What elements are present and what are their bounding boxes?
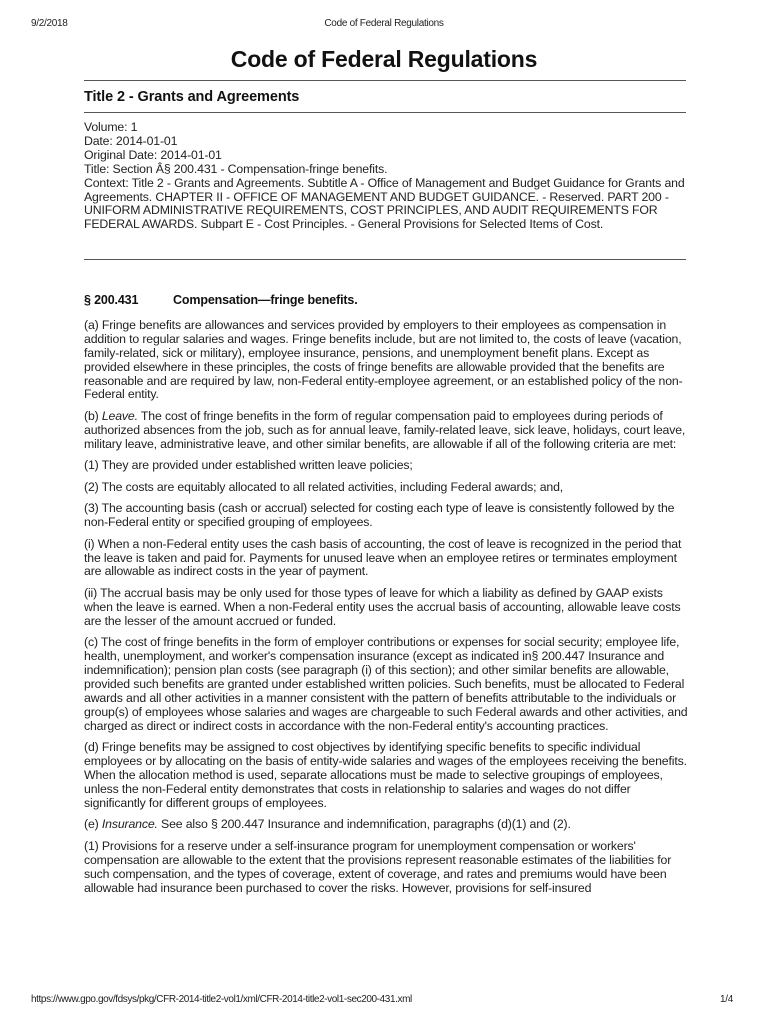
meta-context: Context: Title 2 - Grants and Agreements. Subtitle A - Office of Management and Budget Guidance for Grants and Agreements. CHAPTER II - OFFICE OF MANAGEMENT AND BUDGET GUIDANCE. - Reserved. PART 200 - UNIFORM ADMINISTRATIVE REQUIREMENTS, COST PRINCIPLES, AND AUDIT REQUIREMENTS FOR FEDERAL AWARDS. Subpart E - Cost Principles. - General Provisions for Selected Items of Cost. <box>84 175 685 232</box>
paragraph-b3-i: (i) When a non-Federal entity uses the cash basis of accounting, the cost of leave is recognized in the period that the leave is taken and paid for. Payments for unused leave when an employee retires or terminates employment are allowable as indirect costs in the year of payment. <box>84 536 682 579</box>
paragraph-b2: (2) The costs are equitably allocated to all related activities, including Federal awards; and, <box>84 479 564 494</box>
section-title: Compensation—fringe benefits. <box>173 293 358 307</box>
paragraph-b-text: The cost of fringe benefits in the form of regular compensation paid to employees during periods of authorized absences from the job, such as for annual leave, family-related leave, sick leave, holidays, court leave, military leave, administrative leave, and other similar benefits, are allowable if all of the following criteria are met: <box>84 408 686 451</box>
paragraph-b1: (1) They are provided under established written leave policies; <box>84 458 413 473</box>
paragraph-e-heading: Insurance. <box>101 817 158 832</box>
paragraph-c: (c) The cost of fringe benefits in the form of employer contributions or expenses for social security; employee life, health, unemployment, and worker's compensation insurance (except as indicated in§ 200.447 Insurance and indemnification); pension plan costs (see paragraph (i) of this section); and other similar benefits are allowable, provided such benefits are granted under established written policies. Such benefits, must be allocated to Federal awards and all other activities in a manner consistent with the pattern of benefits attributable to the individuals or group(s) of employees whose salaries and wages are chargeable to such Federal awards and other activities, and charged as direct or indirect costs in accordance with the non-Federal entity's accounting practices. <box>84 635 688 733</box>
paragraph-e1: (1) Provisions for a reserve under a self-insurance program for unemployment compensation or workers' compensation are allowable to the extent that the provisions represent reasonable estimates of the liabilities for such compensation, and the types of coverage, extent of coverage, and rates and premiums would have been allowable had insurance been purchased to cover the risks. However, provisions for self-insured <box>84 838 672 895</box>
paragraph-e-text: See also § 200.447 Insurance and indemnification, paragraphs (d)(1) and (2). <box>157 817 571 832</box>
print-header-title: Code of Federal Regulations <box>324 18 444 29</box>
meta-original-date: Original Date: 2014-01-01 <box>84 147 222 162</box>
paragraph-b-label: (b) <box>84 408 102 423</box>
paragraph-b <box>84 410 688 452</box>
paragraph-b3-ii: (ii) The accrual basis may be only used for those types of leave for which a liability as defined by GAAP exists when the leave is earned. When a non-Federal entity uses the accrual basis of accounting, allowable leave costs are the lesser of the amount accrued or funded. <box>84 585 681 628</box>
print-header-date: 9/2/2018 <box>31 18 68 29</box>
section-heading <box>84 294 688 308</box>
divider-under-metadata <box>84 259 686 260</box>
metadata-block <box>84 121 688 232</box>
divider-under-heading <box>84 112 686 113</box>
meta-volume: Volume: 1 <box>84 120 138 134</box>
meta-date: Date: 2014-01-01 <box>84 133 178 148</box>
print-footer-url: https://www.gpo.gov/fdsys/pkg/CFR-2014-title2-vol1/xml/CFR-2014-title2-vol1-sec200-431.xml <box>31 994 412 1005</box>
divider-top <box>84 80 686 81</box>
paragraph-b3: (3) The accounting basis (cash or accrual) selected for costing each type of leave is consistently followed by the non-Federal entity or specified grouping of employees. <box>84 501 675 530</box>
paragraph-e <box>84 818 688 832</box>
paragraph-e-label: (e) <box>84 817 102 832</box>
print-footer-page-number: 1/4 <box>720 994 734 1005</box>
title-heading: Title 2 - Grants and Agreements <box>84 89 300 105</box>
section-number: § 200.431 <box>84 293 139 307</box>
paragraph-b-heading: Leave. <box>101 408 138 423</box>
section-body <box>84 294 688 903</box>
paragraph-d: (d) Fringe benefits may be assigned to cost objectives by identifying specific benefits to specific individual employees or by allocating on the basis of entity-wide salaries and wages of the employees receiving the benefits. When the allocation method is used, separate allocations must be made to selective groupings of employees, unless the non-Federal entity demonstrates that costs in relationship to salaries and wages do not differ significantly for different groups of employees. <box>84 740 687 810</box>
document-title: Code of Federal Regulations <box>230 46 538 72</box>
meta-title: Title: Section Â§ 200.431 - Compensation-fringe benefits. <box>84 161 388 176</box>
paragraph-a: (a) Fringe benefits are allowances and services provided by employers to their employees as compensation in addition to regular salaries and wages. Fringe benefits include, but are not limited to, the costs of leave (vacation, family-related, sick or military), employee insurance, pensions, and unemployment benefit plans. Except as provided elsewhere in these principles, the costs of fringe benefits are allowable provided that the benefits are reasonable and are required by law, non-Federal entity-employee agreement, or an established policy of the non-Federal entity. <box>84 317 683 402</box>
